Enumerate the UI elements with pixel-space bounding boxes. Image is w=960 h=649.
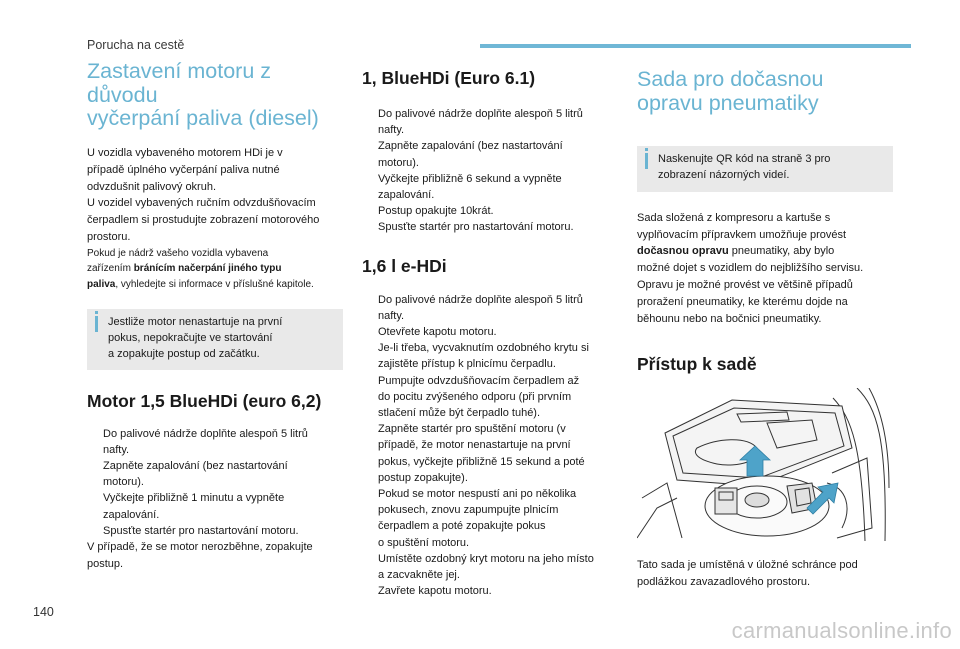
watermark: carmanualsonline.info [731, 618, 952, 643]
column-repair-kit [637, 60, 893, 375]
list-item: Spusťte startér pro nastartování motoru. [378, 221, 574, 234]
list-item: Vyčkejte přibližně 6 sekund a vypněte zapalování. [378, 172, 562, 202]
list-item: Pumpujte odvzdušňovacím čerpadlem až do pocitu zvýšeného odporu (při prvním stlačení může být čerpadlo tuhé). [378, 374, 580, 420]
list-item: Otevřete kapotu motoru. [378, 326, 497, 339]
column-bluehdi [362, 60, 618, 599]
header-accent-bar [480, 44, 911, 48]
title-motor-1-5: Motor 1,5 BlueHDi (euro 6,2) [87, 390, 322, 411]
info-icon [95, 316, 98, 332]
running-header: Porucha na cestě [87, 38, 185, 52]
illustration-caption: Tato sada je umístěná v úložné schránce pod podlážkou zavazadlového prostoru. [637, 559, 858, 588]
misfuel-note: Pokud je nádrž vašeho vozidla vybavena zařízením bránícím načerpání jiného typu paliva, vyhledejte si informace v příslušné kapitole. [87, 247, 314, 290]
trunk-spare-wheel-illustration [637, 388, 890, 541]
list-item: Zavřete kapotu motoru. [378, 585, 492, 598]
info-box-qr: Naskenujte QR kód na straně 3 pro zobrazení názorných videí. [637, 146, 893, 192]
steps-e-hdi [362, 292, 618, 600]
list-item: Do palivové nádrže doplňte alespoň 5 litrů nafty. [378, 293, 583, 322]
list-item: Vyčkejte přibližně 1 minutu a vypněte zapalování. [103, 492, 285, 521]
page-number: 140 [33, 605, 54, 619]
title-bluehdi-euro61: 1, BlueHDi (Euro 6.1) [362, 68, 536, 88]
title-fuel-exhaustion: Zastavení motoru z důvodu vyčerpání paliva (diesel) [87, 59, 319, 131]
intro-paragraph: U vozidla vybaveného motorem HDi je v případě úplného vyčerpání paliva nutné odvzdušnit palivový okruh. U vozidel vybavených ručním odvzdušňovacím čerpadlem si prostudujte zobrazení motorového prostoru. [87, 146, 320, 243]
list-item: Je-li třeba, vycvaknutím ozdobného krytu si zajistěte přístup k plnicímu čerpadlu. [378, 342, 589, 371]
column-fuel-exhaustion [87, 60, 343, 573]
list-item: Zapněte zapalování (bez nastartování motoru). [103, 460, 288, 489]
title-repair-kit: Sada pro dočasnou opravu pneumatiky [637, 67, 824, 115]
list-item: Pokud se motor nespustí ani po několika pokusech, znovu zapumpujte plnicím čerpadlem a poté zopakujte pokus o spuštění motoru. [378, 488, 577, 549]
kit-description: Sada složená z kompresoru a kartuše s vyplňovacím přípravkem umožňuje provést dočasnou opravu pneumatiky, aby bylo možné dojet s vozidlem do nejbližšího servisu. Opravu je možné provést ve většině případů proražení pneumatiky, ke kterému dojde na běhounu nebo na bočnici pneumatiky. [637, 211, 864, 325]
list-item: Do palivové nádrže doplňte alespoň 5 litrů nafty. [103, 427, 308, 456]
list-item: Do palivové nádrže doplňte alespoň 5 litrů nafty. [378, 108, 583, 137]
steps-motor-1-5 [87, 426, 343, 539]
info-icon [645, 153, 648, 169]
outro-paragraph: V případě, že se motor nerozběhne, zopakujte postup. [87, 541, 313, 570]
title-e-hdi: 1,6 l e-HDi [362, 255, 447, 276]
list-item: Postup opakujte 10krát. [378, 205, 494, 218]
steps-bluehdi [362, 106, 618, 236]
info-box-restart: Jestliže motor nenastartuje na první pokus, nepokračujte ve startování a zopakujte postup od začátku. [87, 309, 343, 369]
title-access-kit: Přístup k sadě [637, 354, 757, 375]
list-item: Umístěte ozdobný kryt motoru na jeho místo a zacvakněte jej. [378, 552, 594, 582]
list-item: Spusťte startér pro nastartování motoru. [103, 524, 299, 537]
list-item: Zapněte startér pro spuštění motoru (v případě, že motor nenastartuje na první pokus, vyčkejte přibližně 15 sekund a poté postup zopakujte). [378, 423, 585, 484]
list-item: Zapněte zapalování (bez nastartování motoru). [378, 140, 563, 169]
